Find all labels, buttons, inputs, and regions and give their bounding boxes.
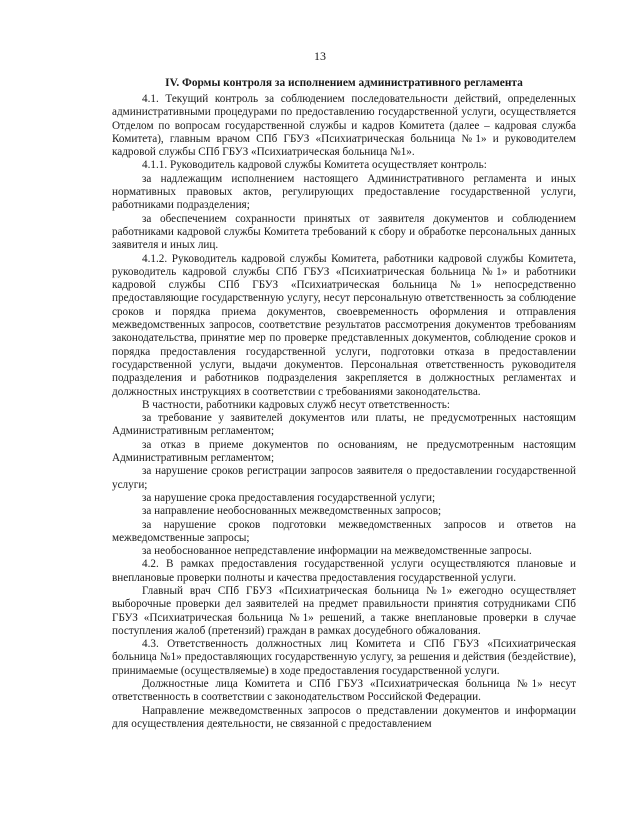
list-item: за нарушение сроков регистрации запросов заявителя о предоставлении государственной услуги;: [112, 465, 576, 491]
list-item: за направление необоснованных межведомственных запросов;: [142, 505, 442, 518]
paragraph-4-1: 4.1. Текущий контроль за соблюдением последовательности действий, определенных административными процедурами по предоставлению государственной услуги, осуществляется Отделом по вопросам государственной службы и кадров Комитета (далее – кадровая служба Комитета), главным врачом СПб ГБУЗ «Психиатрическая больница №1» и руководителем кадровой службы СПб ГБУЗ «Психиатрическая больница №1».: [112, 93, 576, 159]
list-item: за нарушение срока предоставления государственной услуги;: [142, 491, 436, 504]
list-item: за нарушение сроков подготовки межведомственных запросов и ответов на межведомственные запросы;: [112, 518, 576, 544]
paragraph-interagency: Направление межведомственных запросов о представлении документов и информации для осуществления деятельности, не связанной с предоставлением: [112, 704, 576, 730]
list-item: за необоснованное непредставление информации на межведомственные запросы.: [142, 545, 532, 558]
list-item: за требование у заявителей документов или платы, не предусмотренных настоящим Административным регламентом;: [112, 412, 576, 438]
page-number: 13: [314, 49, 326, 63]
document-body: [112, 93, 576, 731]
paragraph-chief-doctor: Главный врач СПб ГБУЗ «Психиатрическая больница №1» ежегодно осуществляет выборочные проверки дел заявителей на предмет правильности принятия сотрудниками СПб ГБУЗ «Психиатрическая больница №1» решений, а также внеплановые проверки в случае поступления жалоб (претензий) граждан в рамках досудебного обжалования.: [112, 584, 576, 637]
paragraph-4-2: 4.2. В рамках предоставления государственной услуги осуществляются плановые и внеплановые проверки полноты и качества предоставления государственной услуги.: [112, 558, 576, 584]
paragraph-control-documents: за обеспечением сохранности принятых от заявителя документов и соблюдением работниками кадровой службы Комитета требований к сбору и обработке персональных данных заявителя и иных лиц.: [112, 212, 576, 252]
paragraph-officials: Должностные лица Комитета и СПб ГБУЗ «Психиатрическая больница №1» несут ответственность в соответствии с законодательством Российской Федерации.: [112, 678, 576, 704]
paragraph-control-regulation: за надлежащим исполнением настоящего Административного регламента и иных нормативных правовых актов, регулирующих предоставление государственной услуги, работниками подразделения;: [112, 172, 576, 212]
paragraph-responsibility-intro: В частности, работники кадровых служб несут ответственность:: [142, 398, 450, 411]
paragraph-4-3: 4.3. Ответственность должностных лиц Комитета и СПб ГБУЗ «Психиатрическая больница №1» предоставляющих государственную услугу, за решения и действия (бездействие), принимаемые (осуществляемые) в ходе предоставления государственной услуги.: [112, 638, 576, 677]
section-heading: IV. Формы контроля за исполнением административного регламента: [165, 77, 523, 89]
list-item: за отказ в приеме документов по основаниям, не предусмотренным настоящим Административным регламентом;: [112, 438, 576, 465]
paragraph-4-1-1: 4.1.1. Руководитель кадровой службы Комитета осуществляет контроль:: [142, 159, 487, 172]
paragraph-4-1-2: 4.1.2. Руководитель кадровой службы Комитета, работники кадровой службы Комитета, руководитель кадровой службы СПб ГБУЗ «Психиатрическая больница №1» и работники кадровой службы СПб ГБУЗ «Психиатрическая больница №1» непосредственно предоставляющие государственную услугу, несут персональную ответственность за соблюдение сроков и порядка приема документов, своевременность оформления и отправления межведомственных запросов, соответствие результатов рассмотрения документов требованиям законодательства, принятие мер по проверке представленных документов, соблюдение сроков и порядка предоставления государственной услуги, подготовки отказа в предоставлении государственной услуги, выдачи документов. Персональная ответственность руководителя подразделения и работников подразделения закрепляется в должностных регламентах и должностных инструкциях в соответствии с требованиями законодательства.: [112, 252, 576, 398]
